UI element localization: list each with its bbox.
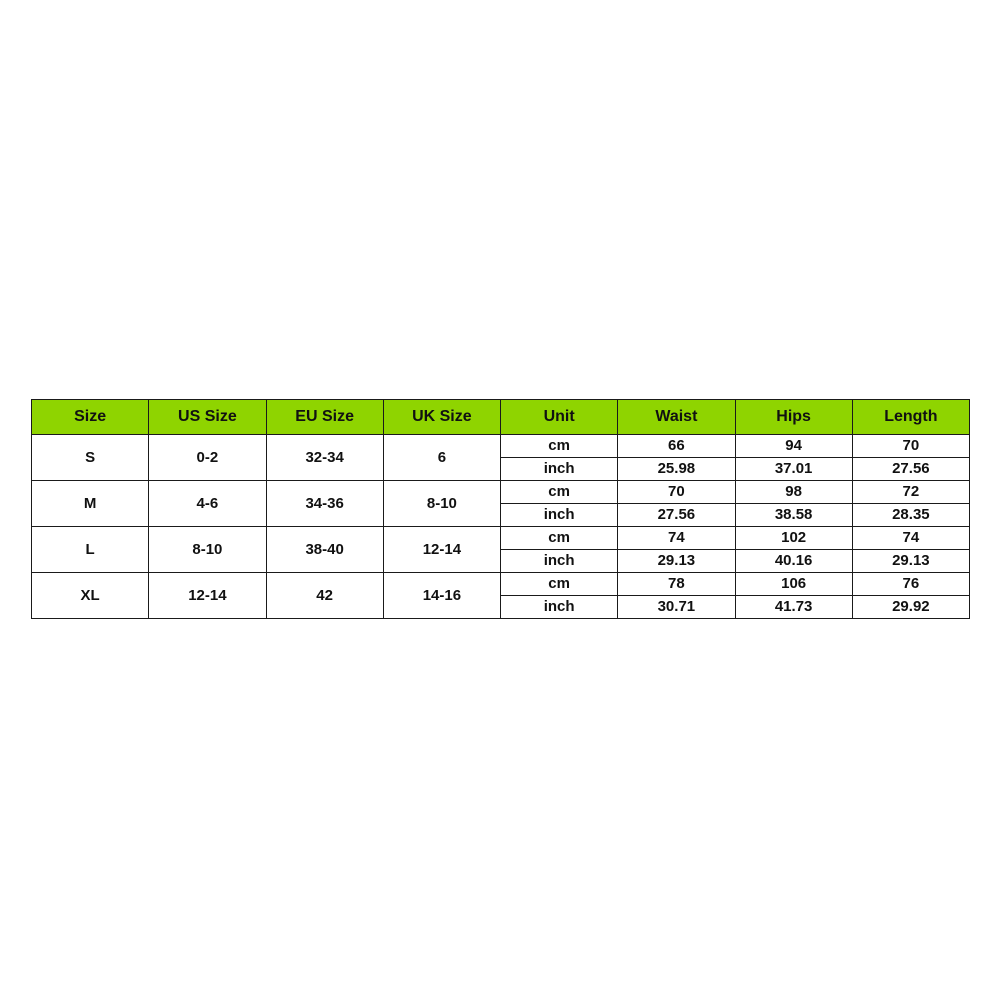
size-chart-table: [31, 399, 970, 619]
unit-cell: inch: [501, 504, 618, 527]
unit-cell: inch: [501, 458, 618, 481]
header-cell-unit: Unit: [501, 400, 618, 435]
hips-cell: 94: [735, 435, 852, 458]
length-cell: 70: [852, 435, 969, 458]
size-chart-body: [32, 435, 970, 619]
table-row: [32, 573, 970, 596]
header-cell-size: Size: [32, 400, 149, 435]
table-row: [32, 435, 970, 458]
size-cell: M: [32, 481, 149, 527]
header-cell-hips: Hips: [735, 400, 852, 435]
eu-size-cell: 38-40: [266, 527, 383, 573]
length-cell: 27.56: [852, 458, 969, 481]
waist-cell: 66: [618, 435, 735, 458]
eu-size-cell: 34-36: [266, 481, 383, 527]
header-cell-waist: Waist: [618, 400, 735, 435]
unit-cell: inch: [501, 596, 618, 619]
waist-cell: 74: [618, 527, 735, 550]
hips-cell: 41.73: [735, 596, 852, 619]
table-row: [32, 527, 970, 550]
hips-cell: 38.58: [735, 504, 852, 527]
length-cell: 29.92: [852, 596, 969, 619]
unit-cell: cm: [501, 481, 618, 504]
waist-cell: 78: [618, 573, 735, 596]
waist-cell: 29.13: [618, 550, 735, 573]
table-row: [32, 481, 970, 504]
hips-cell: 98: [735, 481, 852, 504]
length-cell: 74: [852, 527, 969, 550]
waist-cell: 27.56: [618, 504, 735, 527]
unit-cell: cm: [501, 573, 618, 596]
unit-cell: cm: [501, 527, 618, 550]
header-cell-length: Length: [852, 400, 969, 435]
us-size-cell: 12-14: [149, 573, 266, 619]
us-size-cell: 4-6: [149, 481, 266, 527]
length-cell: 72: [852, 481, 969, 504]
us-size-cell: 0-2: [149, 435, 266, 481]
length-cell: 76: [852, 573, 969, 596]
eu-size-cell: 42: [266, 573, 383, 619]
eu-size-cell: 32-34: [266, 435, 383, 481]
header-cell-eu-size: EU Size: [266, 400, 383, 435]
hips-cell: 40.16: [735, 550, 852, 573]
header-cell-us-size: US Size: [149, 400, 266, 435]
length-cell: 29.13: [852, 550, 969, 573]
hips-cell: 102: [735, 527, 852, 550]
size-cell: S: [32, 435, 149, 481]
hips-cell: 106: [735, 573, 852, 596]
hips-cell: 37.01: [735, 458, 852, 481]
waist-cell: 25.98: [618, 458, 735, 481]
header-row: [32, 400, 970, 435]
waist-cell: 30.71: [618, 596, 735, 619]
unit-cell: inch: [501, 550, 618, 573]
uk-size-cell: 6: [383, 435, 500, 481]
header-cell-uk-size: UK Size: [383, 400, 500, 435]
uk-size-cell: 12-14: [383, 527, 500, 573]
size-cell: L: [32, 527, 149, 573]
us-size-cell: 8-10: [149, 527, 266, 573]
uk-size-cell: 8-10: [383, 481, 500, 527]
uk-size-cell: 14-16: [383, 573, 500, 619]
waist-cell: 70: [618, 481, 735, 504]
length-cell: 28.35: [852, 504, 969, 527]
size-cell: XL: [32, 573, 149, 619]
unit-cell: cm: [501, 435, 618, 458]
